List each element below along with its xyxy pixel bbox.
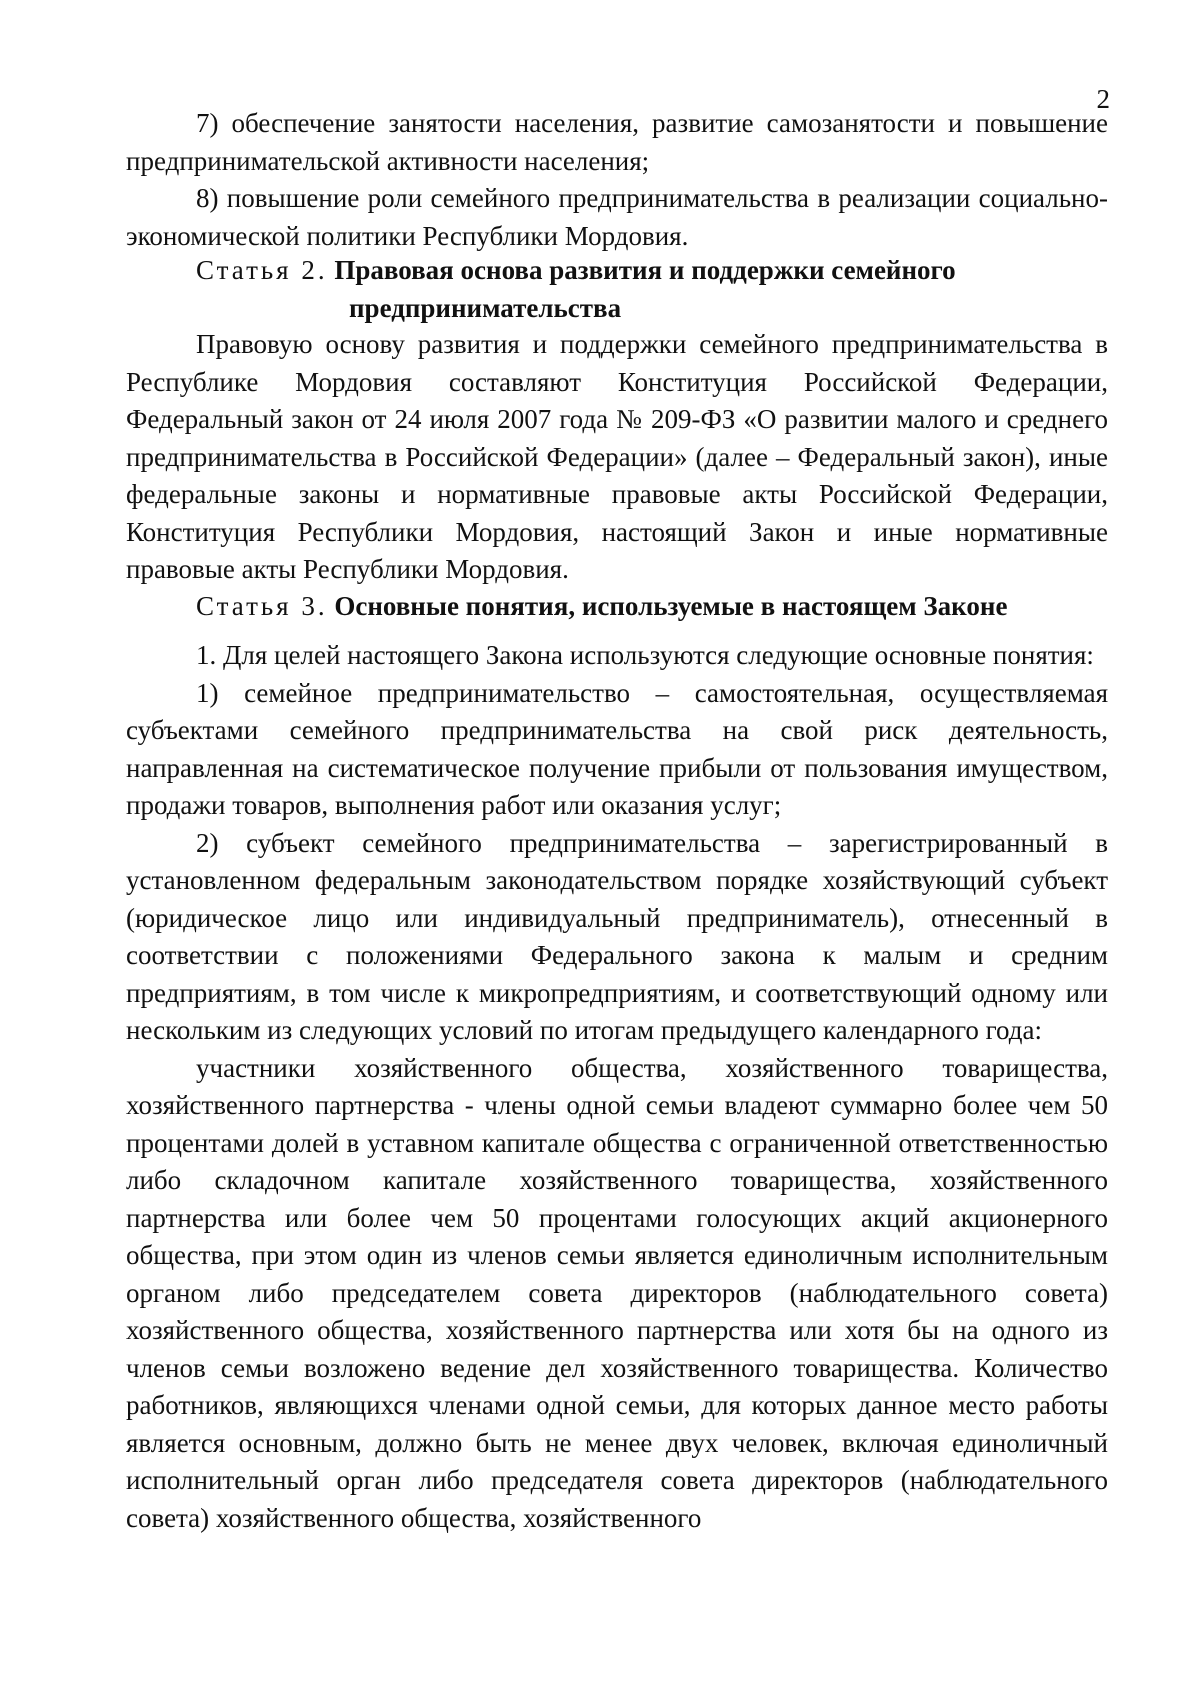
intro-list — [126, 105, 1108, 255]
article-2-paragraph: Правовую основу развития и поддержки семейного предпринимательства в Республике Мордовия составляют Конституция Российской Федерации, Федеральный закон от 24 июля 2007 года № 209-ФЗ «О развитии малого и среднего предпринимательства в Российской Федерации» (далее – Федеральный закон), иные федеральные законы и нормативные правовые акты Российской Федерации, Конституция Республики Мордовия, настоящий Закон и иные нормативные правовые акты Республики Мордовия. — [126, 329, 1108, 584]
article-2-title: Правовая основа развития и поддержки семейного — [334, 255, 956, 285]
article-3-heading — [196, 588, 1108, 626]
article-3-title: Основные понятия, используемые в настоящем Законе — [334, 591, 1008, 621]
article-3-paragraph: 1. Для целей настоящего Закона используются следующие основные понятия: — [196, 640, 1094, 670]
article-3-paragraph: 2) субъект семейного предпринимательства – зарегистрированный в установленном федеральным законодательством порядке хозяйствующий субъект (юридическое лицо или индивидуальный предприниматель), отнесенный в соответствии с положениями Федерального закона к малым и средним предприятиям, в том числе к микропредприятиям, и соответствующий одному или нескольким из следующих условий по итогам предыдущего календарного года: — [126, 827, 1108, 1045]
article-2-body — [126, 326, 1108, 589]
article-2-title-continuation: предпринимательства — [349, 292, 622, 323]
page-number: 2 — [1096, 84, 1110, 114]
list-item: 8) повышение роли семейного предпринимательства в реализации социально-экономической политики Республики Мордовия. — [126, 183, 1108, 251]
article-3-paragraph: участники хозяйственного общества, хозяйственного товарищества, хозяйственного партнерства - члены одной семьи владеют суммарно более чем 50 процентами долей в уставном капитале общества с ограниченной ответственностью либо складочном капитале хозяйственного товарищества, хозяйственного партнерства или более чем 50 процентами голосующих акций акционерного общества, при этом один из членов семьи является единоличным исполнительным органом либо председателем совета директоров (наблюдательного совета) хозяйственного общества, хозяйственного партнерства или хотя бы на одного из членов семьи возложено ведение дел хозяйственного товарищества. Количество работников, являющихся членами одной семьи, для которых данное место работы является основным, должно быть не менее двух человек, включая единоличный исполнительный орган либо председателя совета директоров (наблюдательного совета) хозяйственного общества, хозяйственного — [126, 1052, 1108, 1533]
article-3-label: Статья 3. — [196, 591, 328, 621]
list-item: 7) обеспечение занятости населения, развитие самозанятости и повышение предпринимательской активности населения; — [126, 108, 1108, 176]
article-2-heading — [196, 252, 1108, 327]
article-3-paragraph: 1) семейное предпринимательство – самостоятельная, осуществляемая субъектами семейного предпринимательства на свой риск деятельность, направленная на систематическое получение прибыли от пользования имуществом, продажи товаров, выполнения работ или оказания услуг; — [126, 677, 1108, 820]
article-3-body — [126, 637, 1108, 1537]
article-2-label: Статья 2. — [196, 255, 328, 285]
